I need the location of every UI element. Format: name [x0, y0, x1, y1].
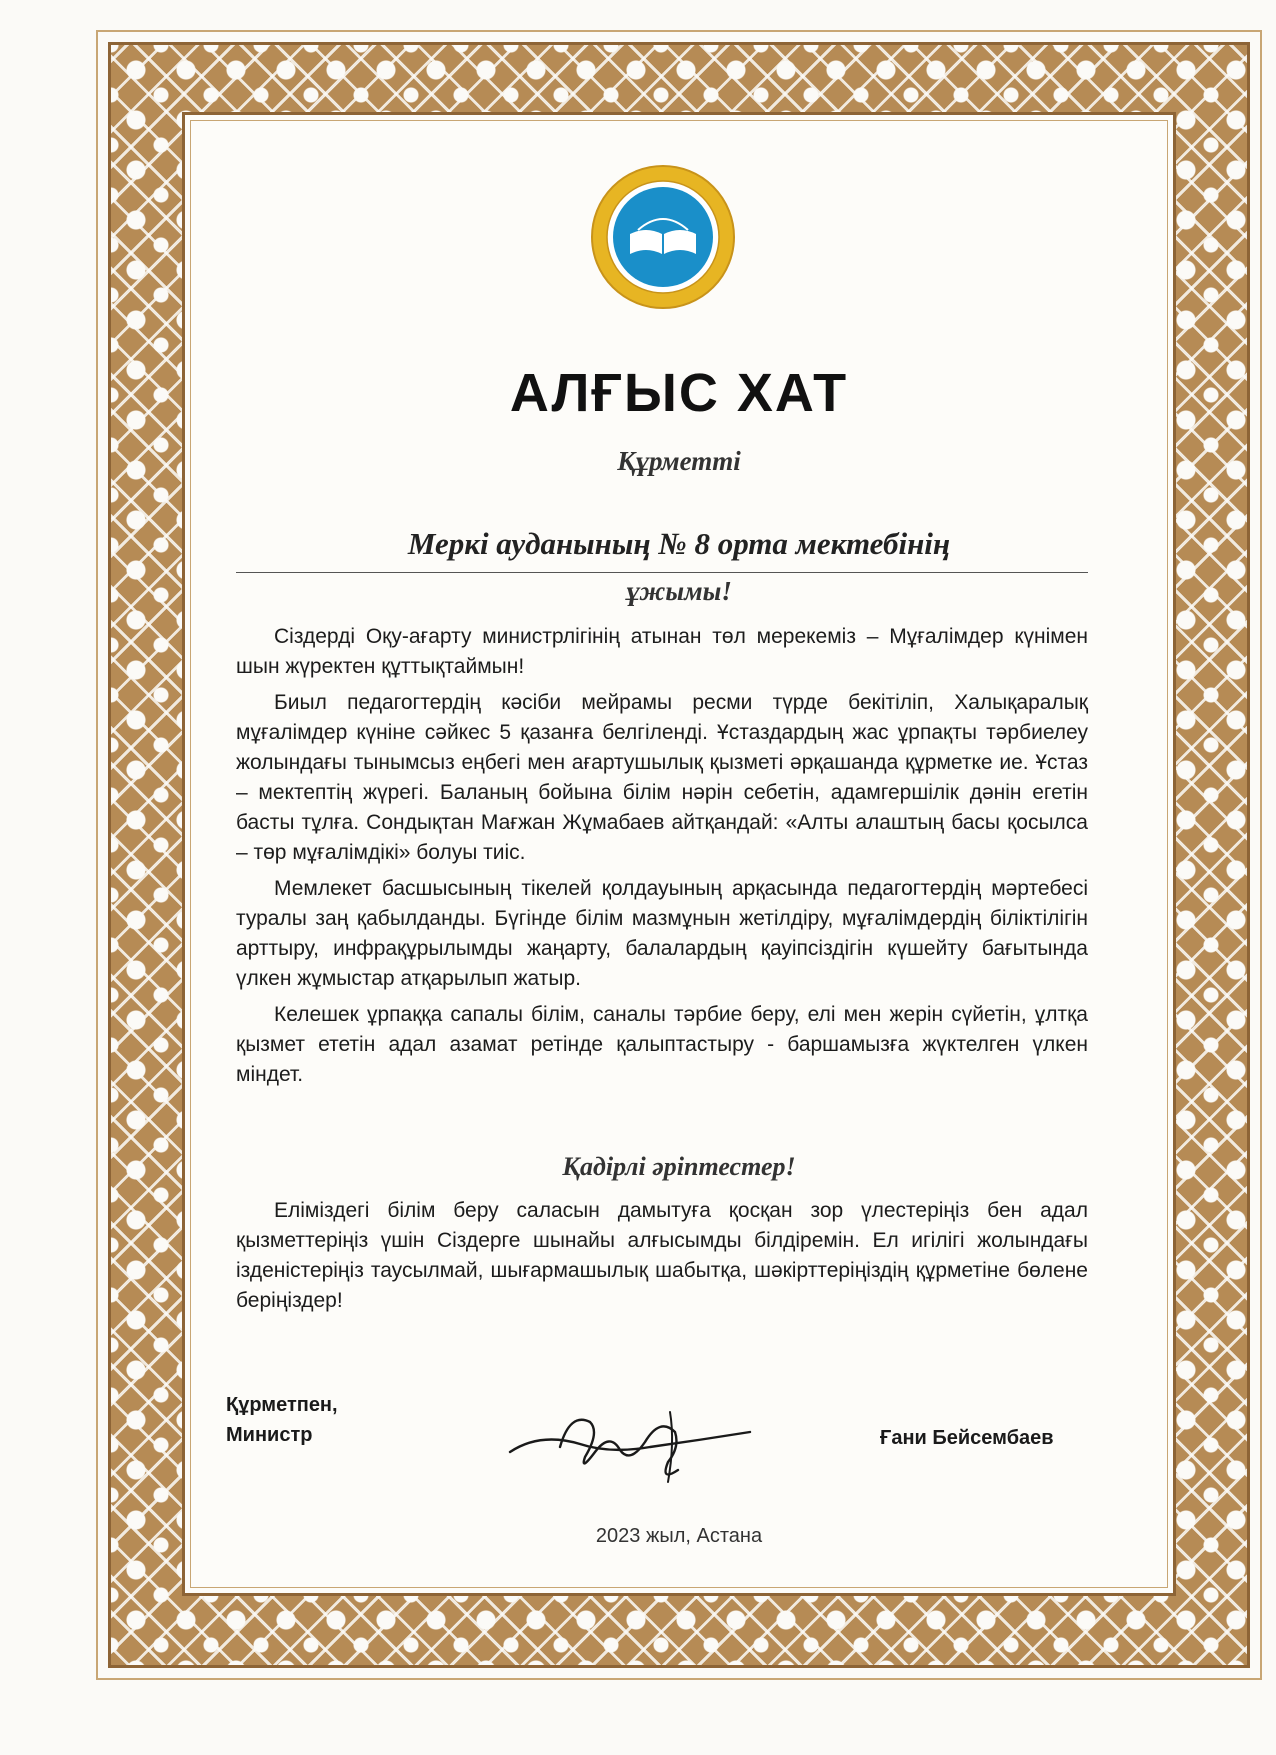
- paragraph-3: Мемлекет басшысының тікелей қолдауының арқасында педагогтердің мәртебесі туралы заң қабылданды. Бүгінде білім мазмұнын жетілдіру, мұғалімдердің біліктілігін арттыру, инфрақұрылымды жаңарту, балалардың қауіпсіздігін күшейту бағытында үлкен жұмыстар атқарылып жатыр.: [236, 877, 1088, 990]
- regards-line-2: Министр: [226, 1424, 313, 1446]
- signature-icon: [500, 1392, 760, 1492]
- place-date: 2023 жыл, Астана: [595, 1525, 763, 1547]
- paragraph-1: Сіздерді Оқу-ағарту министрлігінің атынан төл мерекеміз – Мұғалімдер күнімен шын жүректен құттықтаймын!: [236, 625, 1088, 678]
- greeting: Қадірлі әріптестер!: [562, 1152, 796, 1181]
- regards-line-1: Құрметпен,: [226, 1394, 338, 1416]
- regards-block: [226, 1390, 338, 1450]
- signer-name: Ғани Бейсембаев: [880, 1427, 1054, 1449]
- recipient: Меркі ауданының № 8 орта мектебінің: [407, 526, 951, 561]
- closing-paragraph-block: [236, 1196, 1088, 1316]
- closing-paragraph: Еліміздегі білім беру саласын дамытуға қосқан зор үлестеріңіз бен адал қызметтеріңіз үшін Сіздерге шынайы алғысымды білдіремін. Ел игілігі жолындағы ізденістеріңіз таусылмай, шығармашылық шабытқа, шәкірттеріңіздің құрметіне бөлене беріңіздер!: [236, 1199, 1088, 1312]
- paragraph-2: Биыл педагогтердің кәсіби мейрамы ресми түрде бекітіліп, Халықаралық мұғалімдер күніне сәйкес 5 қазанға белгіленді. Ұстаздардың жас ұрпақты тәрбиелеу жолындағы тынымсыз еңбегі мен ағартушылық қызметі әрқашанда құрметке ие. Ұстаз – мектептің жүрегі. Баланың бойына білім нәрін себетін, адамгершілік дәнін егетін басты тұлға. Сондықтан Мағжан Жұмабаев айтқандай: «Алты алаштың басы қосылса – төр мұғалімдікі» болуы тиіс.: [236, 691, 1088, 864]
- letter-body: [236, 622, 1088, 1096]
- paragraph-4: Келешек ұрпаққа сапалы білім, саналы тәрбие беру, елі мен жерін сүйетін, ұлтқа қызмет ететін адал азамат ретінде қалыптастыру - баршамызға жүктелген үлкен міндет.: [236, 1003, 1088, 1086]
- ministry-emblem-icon: [590, 164, 736, 310]
- recipient-underline: [236, 572, 1088, 573]
- salutation: Құрметті: [617, 446, 741, 476]
- recipient-tail: ұжымы!: [626, 576, 732, 606]
- document-title: АЛҒЫС ХАТ: [509, 363, 849, 423]
